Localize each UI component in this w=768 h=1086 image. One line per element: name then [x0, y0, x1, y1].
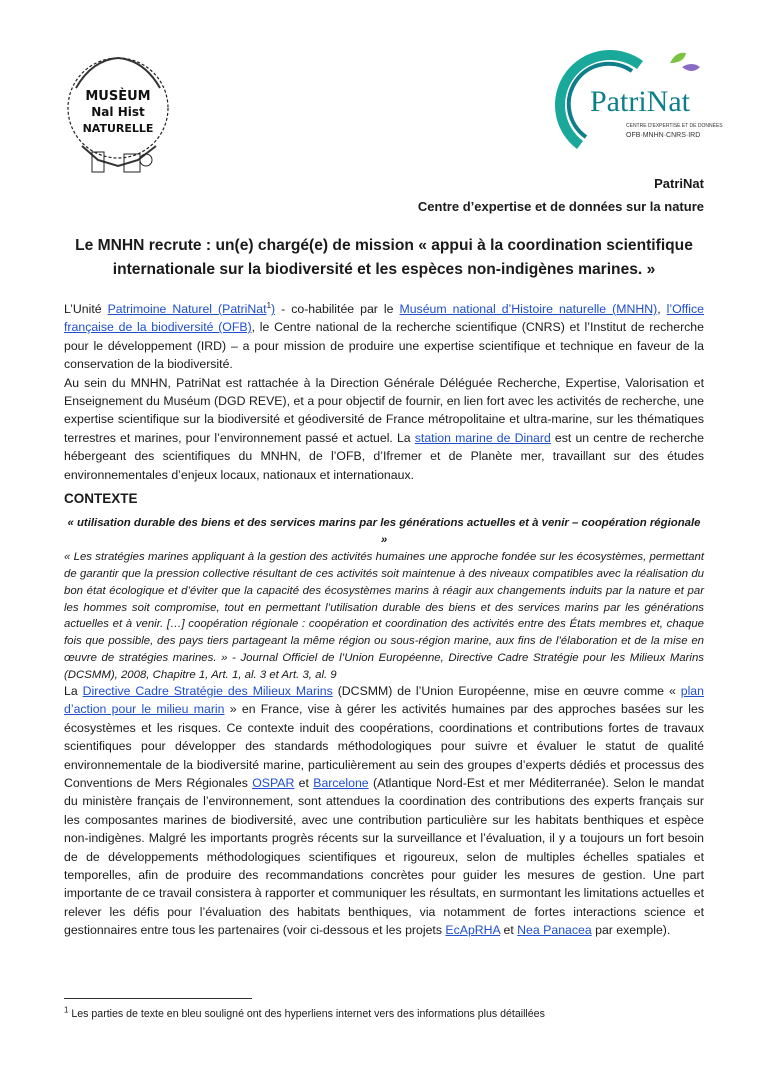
context-text: (DCSMM) de l’Union Européenne, mise en œuvre comme «	[332, 684, 681, 698]
context-quote	[64, 515, 704, 684]
context-text: et	[294, 776, 314, 791]
intro-section	[64, 300, 704, 484]
patrinat-logo-tag1: CENTRE D'EXPERTISE ET DE DONNÉES	[626, 123, 723, 129]
mnhn-logo	[62, 48, 174, 198]
context-text: par exemple).	[591, 923, 671, 938]
patrinat-link[interactable]: Patrimoine Naturel (PatriNat	[107, 302, 267, 316]
footnote	[64, 1007, 545, 1021]
context-text: et	[500, 923, 518, 938]
patrinat-link-close[interactable]: )	[271, 302, 276, 316]
mnhn-link[interactable]: Muséum national d’Histoire naturelle (MNHN)	[399, 302, 658, 316]
ospar-link[interactable]: OSPAR	[252, 776, 295, 791]
organization-block	[418, 172, 704, 218]
nea-panacea-link[interactable]: Nea Panacea	[517, 923, 592, 938]
ofb-link[interactable]: l’Office française de la biodiversité (OFB)	[64, 302, 704, 335]
plan-action-link[interactable]: plan d’action pour le milieu marin	[64, 684, 704, 717]
mnhn-logo-line-1: MUSÈUM	[85, 89, 151, 104]
quote-title: « utilisation durable des biens et des services marins par les générations actuelles et à venir – coopération régionale »	[67, 517, 701, 546]
org-name: PatriNat	[654, 176, 704, 191]
mnhn-logo-line-3: NATURELLE	[82, 122, 154, 135]
mnhn-logo-line-2: Nal Hist	[91, 105, 145, 119]
intro-text: - co-habilitée par le	[275, 302, 400, 316]
patrinat-logo-tag2: OFB·MNHN·CNRS·IRD	[626, 132, 701, 139]
intro-paragraph-2	[64, 374, 704, 484]
job-title-line-2: internationale sur la biodiversité et les espèces non-indigènes marines. »	[112, 261, 656, 278]
context-text: La	[64, 684, 83, 698]
context-heading: CONTEXTE	[64, 491, 138, 506]
job-title	[64, 234, 704, 282]
dcsmm-link[interactable]: Directive Cadre Stratégie des Milieux Marins	[82, 684, 333, 698]
intro-text: , le Centre national de la recherche scientifique (CNRS) et l’Institut de recherche pour le développement (IRD) – a pour mission de produire une expertise scientifique et technique en faveur de la conservation de la biodiversité.	[64, 320, 704, 372]
org-subtitle: Centre d’expertise et de données sur la nature	[417, 199, 704, 214]
footnote-text: Les parties de texte en bleu souligné ont des hyperliens internet vers des informations plus détaillées	[68, 1008, 545, 1020]
footnote-number: 1	[64, 1005, 69, 1015]
intro-paragraph-1	[64, 300, 704, 374]
intro-text: L’Unité	[64, 302, 108, 316]
job-title-line-1: Le MNHN recrute : un(e) chargé(e) de mission « appui à la coordination scientifique	[75, 237, 693, 254]
quote-body: « Les stratégies marines appliquant à la gestion des activités humaines une approche fondée sur les écosystèmes, permettant de garantir que la pression collective résultant de ces activités soit maintenue à des niveaux compatibles avec la réalisation du bon état écologique et d’éviter que la capacité des écosystèmes marins à réagir aux changements induits par la nature et par les hommes soit compromise, tout en permettant l’utilisation durable des biens et des services marins par les générations actuelles et à venir. […] coopération régionale : coopération et coordination des activités entre des États membres et, chaque fois que possible, des pays tiers partageant la même région ou sous-région marine, aux fins de l’élaboration et de la mise en œuvre de stratégies marines. » - Journal Officiel de l’Union Européenne, Directive Cadre Stratégie pour les Milieux Marins (DCSMM), 2008, Chapitre 1, Art. 1, al. 3 et Art. 3, al. 9	[64, 550, 704, 682]
barcelone-link[interactable]: Barcelone	[313, 776, 369, 791]
context-text: (Atlantique Nord-Est et mer Méditerranée). Selon le mandat du ministère français de l’environnement, sont attendues la coordination des contributions des experts français sur les composantes marines de biodiversité, avec une contribution particulière sur les habitats benthiques et espèce non-indigènes. Malgré les importants progrès récents sur la surveillance et l’évaluation, il y a toujours un fort besoin de de développements méthodologiques scientifiques et rigoureux, selon de multiples échelles spatiales et temporelles, afin de produire des recommandations concrètes pour guider les mesures de gestion. Une part importante de ce travail consistera à rapporter et communiquer les résultats, en surmontant les limitations actuelles et relever les défis pour l’évaluation des habitats benthiques, via notamment de fortes interactions science et gestionnaires entre tous les partenaires (voir ci-dessous et les projets	[64, 776, 704, 938]
patrinat-logo	[520, 45, 723, 160]
intro-text: Au sein du MNHN, PatriNat est rattachée à la Direction Générale Déléguée Recherche, Expertise, Valorisation et Enseignement du Muséum (DGD REVE), et a pour objectif de fournir, en lien fort avec les activités de recherche, une expertise scientifique sur la biodiversité et géodiversité de France métropolitaine et ultra-marine, sur les thématiques terrestres et marines, pour l’environnement passé et actuel. La	[64, 375, 704, 445]
context-paragraph	[64, 682, 704, 940]
footnote-ref[interactable]: 1	[266, 300, 272, 310]
patrinat-logo-name: PatriNat	[590, 85, 690, 118]
footnote-divider	[64, 998, 252, 999]
intro-text: est un centre de recherche hébergeant des scientifiques du MNHN, de l’OFB, d’Ifremer et de Planète mer, travaillant sur des études environnementales d’enjeux locaux, nationaux et internationaux.	[64, 430, 704, 482]
dinard-station-link[interactable]: station marine de Dinard	[414, 430, 551, 445]
ecaprha-link[interactable]: EcApRHA	[445, 923, 501, 938]
intro-text: ,	[657, 302, 667, 316]
context-text: » en France, vise à gérer les activités humaines par des approches basées sur les écosystèmes et les risques. Ce contexte induit des coopérations, coordinations et contributions fortes de travaux scientifiques pour développer des standards méthodologiques pour suivre et évaluer le statut de qualité environnementale de la biodiversité marine, particulièrement au sein des groupes d’experts dédiés et processus des Conventions de Mers Régionales	[64, 702, 704, 791]
